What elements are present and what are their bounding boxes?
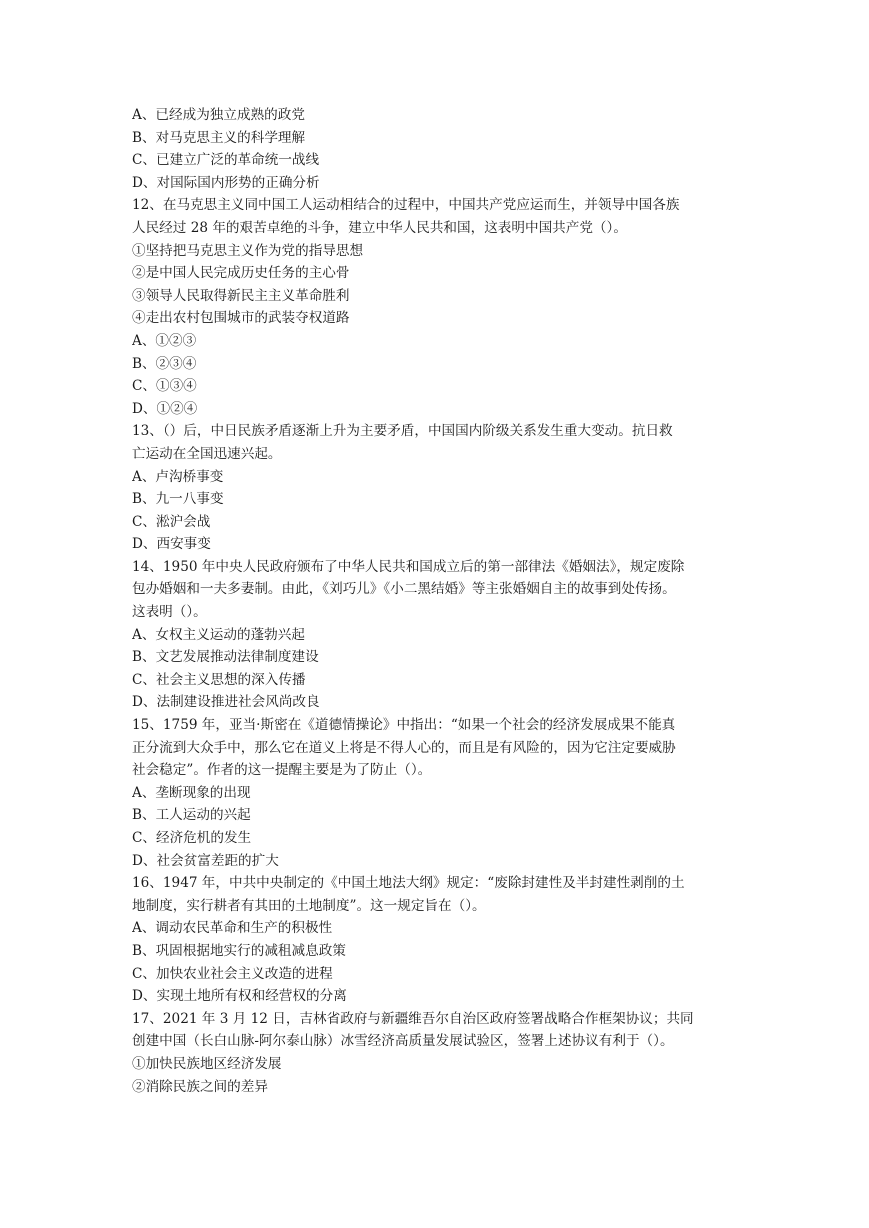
option-d: D、社会贫富差距的扩大 [132,852,279,869]
option-c: C、已建立广泛的革命统一战线 [132,152,320,169]
option-b: B、巩固根据地实行的减租减息政策 [132,942,346,959]
question-stem: 包办婚姻和一夫多妻制。由此，《刘巧儿》《小二黑结婚》等主张婚姻自主的故事到处传扬。 [132,581,676,598]
statement-3: ③领导人民取得新民主主义革命胜利 [132,287,350,304]
option-c: C、加快农业社会主义改造的进程 [132,965,333,982]
question-stem: 12、在马克思主义同中国工人运动相结合的过程中，中国共产党应运而生，并领导中国各族 [132,197,680,214]
statement-4: ④走出农村包围城市的武装夺权道路 [132,310,350,327]
question-15 [132,714,742,872]
option-a: A、已经成为独立成熟的政党 [132,107,305,123]
question-stem: 人民经过 28 年的艰苦卓绝的斗争，建立中华人民共和国，这表明中国共产党（）。 [132,219,627,236]
question-stem: 地制度，实行耕者有其田的土地制度”。这一规定旨在（）。 [132,897,486,914]
question-11-options [132,104,742,194]
statement-1: ①加快民族地区经济发展 [132,1055,282,1072]
question-14 [132,556,742,714]
question-stem: 正分流到大众手中，那么它在道义上将是不得人心的，而且是有风险的，因为它注定要威胁 [132,739,676,756]
option-a: A、①②③ [132,332,197,349]
option-c: C、经济危机的发生 [132,830,252,846]
question-stem: 创建中国（长白山脉-阿尔泰山脉）冰雪经济高质量发展试验区，签署上述协议有利于（）。 [132,1033,674,1050]
option-b: B、工人运动的兴起 [132,807,251,824]
option-d: D、法制建设推进社会风尚改良 [132,694,320,711]
question-12 [132,194,742,420]
option-b: B、对马克思主义的科学理解 [132,129,306,146]
option-d: D、西安事变 [132,536,211,553]
question-stem: 社会稳定”。作者的这一提醒主要是为了防止（）。 [132,762,432,779]
statement-2: ②是中国人民完成历史任务的主心骨 [132,265,350,282]
question-13 [132,420,742,556]
question-17 [132,1008,742,1098]
option-c: C、①③④ [132,378,197,395]
question-stem: 14、1950 年中央人民政府颁布了中华人民共和国成立后的第一部律法《婚姻法》，规定废除 [132,558,685,575]
question-stem: 17、2021 年 3 月 12 日，吉林省政府与新疆维吾尔自治区政府签署战略合作框架协议；共同 [132,1010,694,1027]
question-stem: 13、（）后，中日民族矛盾逐渐上升为主要矛盾，中国国内阶级关系发生重大变动。抗日救 [132,423,673,440]
option-a: A、调动农民革命和生产的积极性 [132,920,333,937]
question-stem: 亡运动在全国迅速兴起。 [132,445,282,462]
option-b: B、②③④ [132,355,197,372]
statement-2: ②消除民族之间的差异 [132,1078,268,1095]
option-b: B、文艺发展推动法律制度建设 [132,649,319,666]
question-16 [132,872,742,1008]
statement-1: ①坚持把马克思主义作为党的指导思想 [132,242,364,259]
option-a: A、垄断现象的出现 [132,784,251,801]
option-a: A、女权主义运动的蓬勃兴起 [132,626,305,643]
option-d: D、①②④ [132,400,198,417]
question-stem: 16、1947 年，中共中央制定的《中国土地法大纲》规定：“废除封建性及半封建性剥削的土 [132,875,685,892]
question-stem: 这表明（）。 [132,604,207,621]
question-stem: 15、1759 年，亚当·斯密在《道德情操论》中指出：“如果一个社会的经济发展成果不能真 [132,717,676,734]
question-list [132,104,742,1098]
option-c: C、淞沪会战 [132,513,211,530]
option-a: A、卢沟桥事变 [132,468,224,485]
option-d: D、对国际国内形势的正确分析 [132,174,320,191]
option-c: C、社会主义思想的深入传播 [132,671,306,688]
option-b: B、九一八事变 [132,491,224,508]
option-d: D、实现土地所有权和经营权的分离 [132,988,347,1005]
